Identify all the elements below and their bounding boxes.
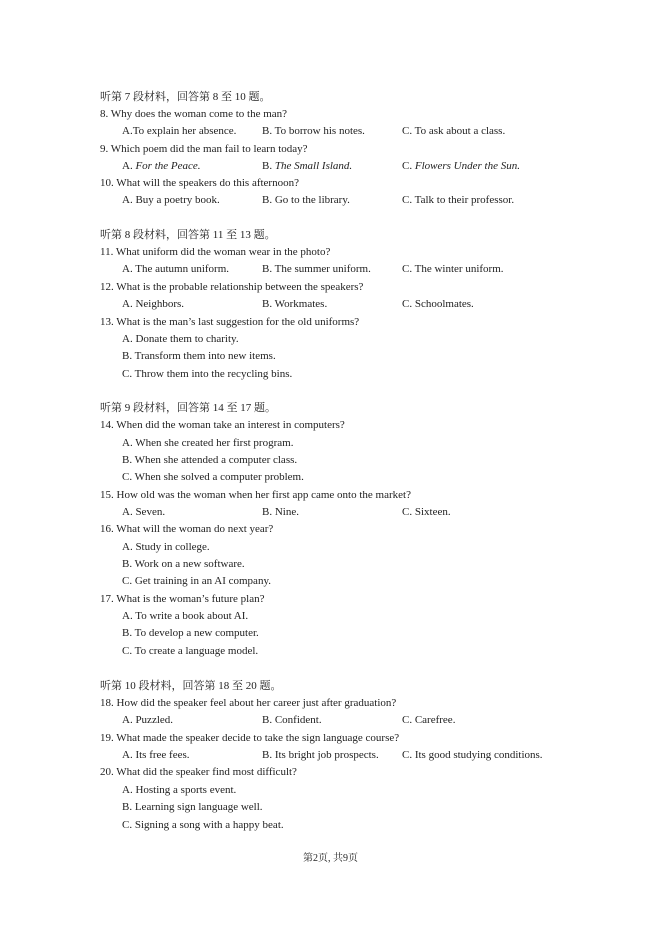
question-19: 19. What made the speaker decide to take the sign language course? [100, 732, 400, 744]
poem-title: Flowers Under the Sun. [414, 160, 520, 172]
question-10: 10. What will the speakers do this afternoon? [100, 177, 299, 189]
option-c: C. Schoolmates. [402, 298, 474, 310]
question-10-options [0, 192, 661, 209]
option-a: A. For the Peace. [122, 160, 201, 172]
poem-title: The Small Island. [274, 160, 353, 172]
option-c: C. To create a language model. [122, 645, 259, 657]
option-a: A. Donate them to charity. [122, 333, 239, 345]
option-a: A. Neighbors. [122, 298, 185, 310]
option-b: B. Workmates. [262, 298, 328, 310]
option-b: B. Learning sign language well. [122, 801, 263, 813]
poem-title: For the Peace. [135, 160, 201, 172]
option-b: B. The Small Island. [262, 160, 353, 172]
question-17: 17. What is the woman’s future plan? [100, 593, 265, 605]
question-11: 11. What uniform did the woman wear in the photo? [100, 246, 331, 258]
option-c: C. Signing a song with a happy beat. [122, 819, 284, 831]
option-c: C. Talk to their professor. [402, 194, 515, 206]
option-a: A.To explain her absence. [122, 125, 237, 137]
option-c: C. Sixteen. [402, 506, 451, 518]
option-a: A. Buy a poetry book. [122, 194, 220, 206]
option-b: B. Nine. [262, 506, 299, 518]
option-a: A. Seven. [122, 506, 166, 518]
question-18-options [0, 712, 661, 729]
option-b: B. Go to the library. [262, 194, 350, 206]
question-8-options [0, 123, 661, 140]
option-b: B. Work on a new software. [122, 558, 245, 570]
option-b: B. Its bright job prospects. [262, 749, 379, 761]
question-14: 14. When did the woman take an interest in computers? [100, 419, 345, 431]
option-b: B. Transform them into new items. [122, 350, 276, 362]
option-b: B. Confident. [262, 714, 322, 726]
question-18: 18. How did the speaker feel about her career just after graduation? [100, 697, 397, 709]
question-15: 15. How old was the woman when her first app came onto the market? [100, 489, 411, 501]
question-16: 16. What will the woman do next year? [100, 523, 274, 535]
section-heading: 听第 7 段材料，回答第 8 至 10 题。 [100, 91, 271, 103]
option-a: A. Its free fees. [122, 749, 190, 761]
question-12: 12. What is the probable relationship between the speakers? [100, 281, 364, 293]
question-19-options [0, 747, 661, 764]
section-heading: 听第 10 段材料，回答第 18 至 20 题。 [100, 680, 282, 692]
option-a: A. The autumn uniform. [122, 263, 230, 275]
option-b: B. To borrow his notes. [262, 125, 365, 137]
option-c: C. Throw them into the recycling bins. [122, 368, 293, 380]
question-15-options [0, 504, 661, 521]
option-a: A. When she created her first program. [122, 437, 294, 449]
option-b: B. To develop a new computer. [122, 627, 259, 639]
option-c: C. Its good studying conditions. [402, 749, 543, 761]
option-b: B. The summer uniform. [262, 263, 371, 275]
option-c: C. The winter uniform. [402, 263, 504, 275]
option-a: A. Study in college. [122, 541, 210, 553]
question-9-options [0, 158, 661, 175]
question-12-options [0, 296, 661, 313]
option-a: A. Hosting a sports event. [122, 784, 237, 796]
option-a: A. To write a book about AI. [122, 610, 249, 622]
option-c: C. Carefree. [402, 714, 456, 726]
option-b: B. When she attended a computer class. [122, 454, 298, 466]
option-c: C. Flowers Under the Sun. [402, 160, 520, 172]
option-c: C. When she solved a computer problem. [122, 471, 304, 483]
question-20: 20. What did the speaker find most difficult? [100, 766, 297, 778]
section-heading: 听第 9 段材料，回答第 14 至 17 题。 [100, 402, 276, 414]
section-heading: 听第 8 段材料，回答第 11 至 13 题。 [100, 229, 276, 241]
option-c: C. To ask about a class. [402, 125, 506, 137]
question-13: 13. What is the man’s last suggestion for the old uniforms? [100, 316, 360, 328]
question-8: 8. Why does the woman come to the man? [100, 108, 288, 120]
question-9: 9. Which poem did the man fail to learn today? [100, 143, 308, 155]
option-c: C. Get training in an AI company. [122, 575, 271, 587]
question-11-options [0, 261, 661, 278]
option-a: A. Puzzled. [122, 714, 174, 726]
page-number: 第2页, 共9页 [303, 853, 358, 864]
